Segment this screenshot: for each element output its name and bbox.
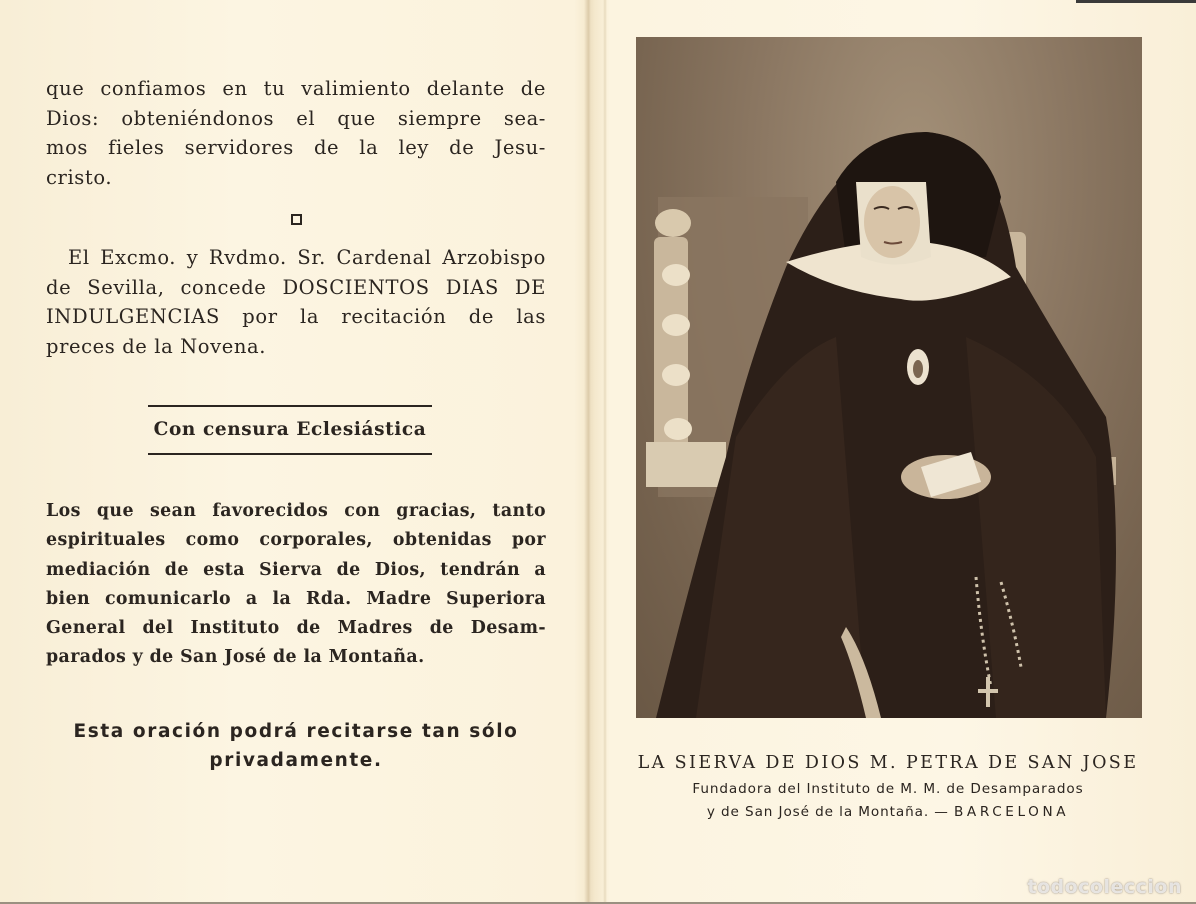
- watermark: todocoleccion: [1027, 876, 1182, 898]
- indulgence-paragraph: [46, 243, 546, 361]
- caption-subtitle-line2: [608, 801, 1168, 824]
- fold-crease: [584, 0, 594, 904]
- private-recitation-notice: [46, 717, 546, 775]
- text-line: preces de la Novena.: [46, 334, 267, 358]
- text-line: mos fieles servidores de la ley de Jesu-: [46, 136, 546, 159]
- text-line: Dios: obteniéndonos el que siempre sea-: [46, 106, 546, 130]
- fold-crease-secondary: [603, 0, 607, 904]
- caption-subtitle-line1: Fundadora del Instituto de M. M. de Desamparados: [692, 781, 1084, 797]
- text-line: INDULGENCIAS por la recitación de las: [46, 305, 546, 328]
- left-page: [46, 74, 546, 775]
- censura-block: [148, 405, 432, 455]
- caption-subtitle-prefix: y de San José de la Montaña. —: [706, 804, 954, 820]
- text-line: espirituales como corporales, obtenidas por: [46, 530, 546, 551]
- portrait-caption: [608, 748, 1168, 824]
- text-line: bien comunicarlo a la Rda. Madre Superiora: [46, 588, 546, 609]
- text-line: General del Instituto de Madres de Desam-: [46, 618, 546, 639]
- prayer-continuation: [46, 74, 546, 192]
- text-line: parados y de San José de la Montaña.: [46, 647, 425, 668]
- caption-city: BARCELONA: [954, 804, 1070, 820]
- nun-portrait-illustration: [636, 37, 1142, 718]
- text-line: Los que sean favorecidos con gracias, tanto: [46, 501, 546, 521]
- caption-title: LA SIERVA DE DIOS M. PETRA DE SAN JOSE: [637, 753, 1139, 773]
- censura-label: Con censura Eclesiástica: [153, 419, 427, 440]
- scan-edge: [1076, 0, 1196, 3]
- text-line: mediación de esta Sierva de Dios, tendrán a: [46, 559, 546, 580]
- divider-bottom: [148, 453, 432, 455]
- text-line: El Excmo. y Rvdmo. Sr. Cardenal Arzobispo: [68, 246, 546, 269]
- text-line: cristo.: [46, 165, 113, 189]
- text-line: privadamente.: [209, 749, 383, 771]
- portrait-photo: [636, 37, 1142, 718]
- square-ornament-icon: [291, 214, 302, 225]
- favors-paragraph: [46, 497, 546, 673]
- text-line: de Sevilla, concede DOSCIENTOS DIAS DE: [46, 275, 546, 299]
- text-line: que confiamos en tu valimiento delante de: [46, 77, 546, 100]
- text-line: Esta oración podrá recitarse tan sólo: [73, 720, 519, 742]
